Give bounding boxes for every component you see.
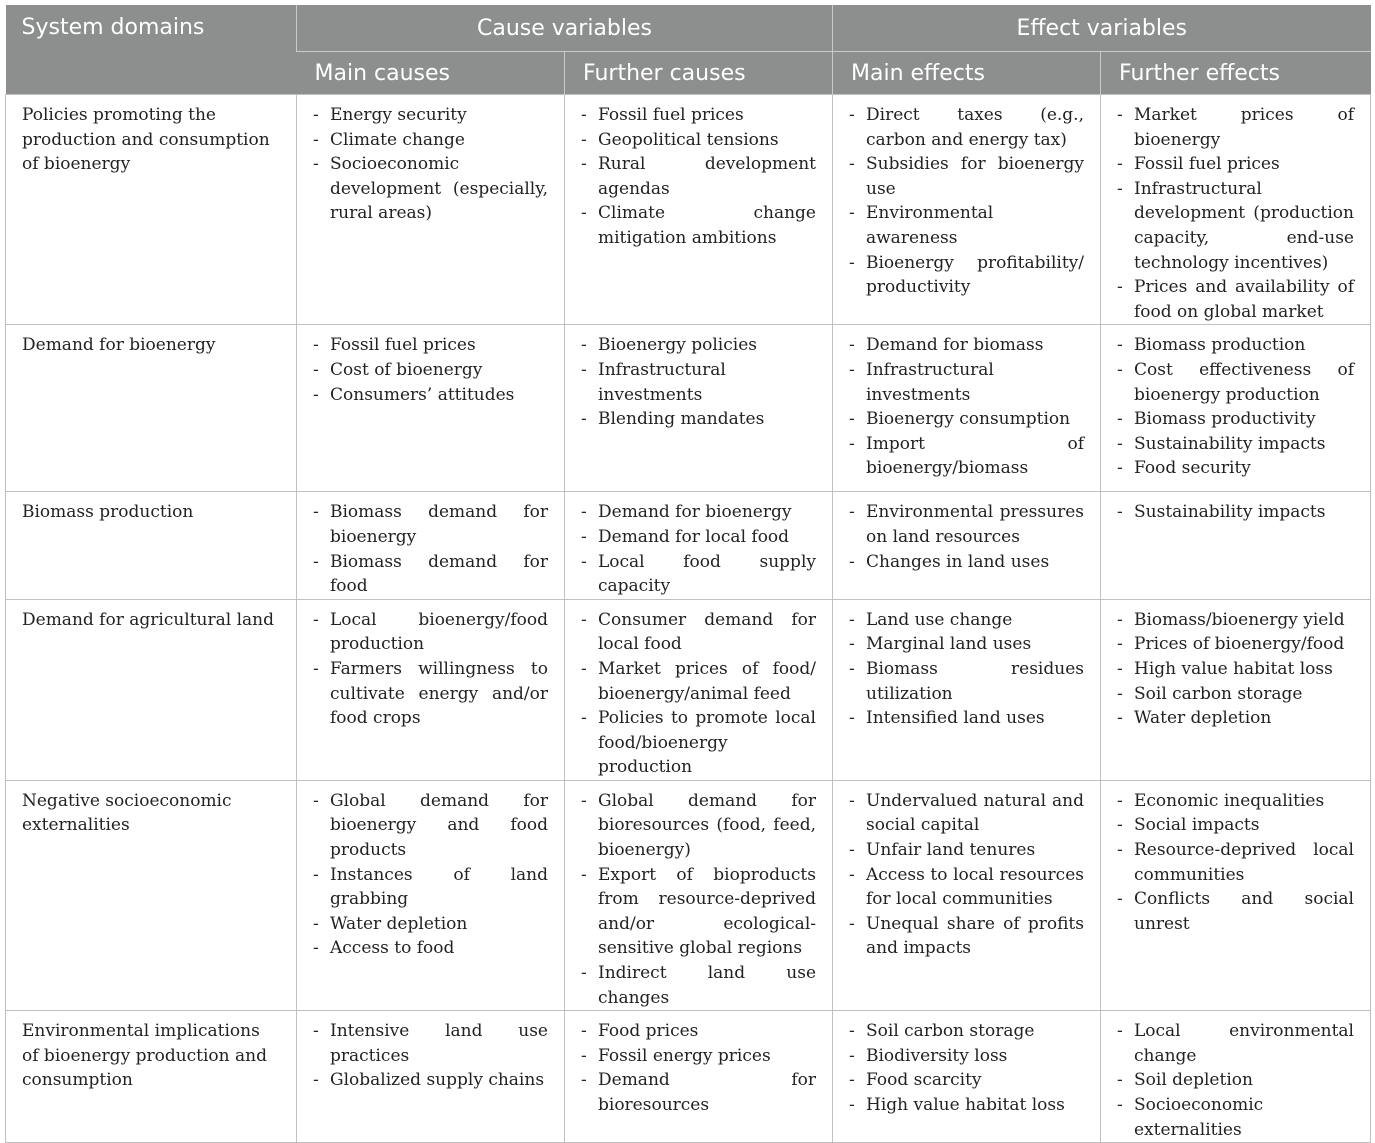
table-row: [6, 780, 1371, 1010]
list-item: - Subsidies for bioenergy use: [849, 152, 1084, 201]
header-system-domains: System domains: [6, 5, 297, 95]
main-effects-cell: [833, 95, 1101, 325]
list-item: - Biomass/bioenergy yield: [1117, 608, 1354, 633]
list-item: - Farmers willingness to cultivate energy and/or food crops: [313, 657, 548, 731]
bullet-list: [1117, 789, 1354, 937]
list-item: - Consumers’ attitudes: [313, 383, 548, 408]
list-item: - High value habitat loss: [1117, 657, 1354, 682]
list-item: - Social impacts: [1117, 813, 1354, 838]
list-item: - Demand for biomass: [849, 333, 1084, 358]
further-effects-cell: [1101, 492, 1371, 599]
list-item: - Fossil energy prices: [581, 1044, 816, 1069]
list-item: - Intensified land uses: [849, 706, 1084, 731]
further-effects-cell: [1101, 780, 1371, 1010]
bullet-list: [849, 789, 1084, 961]
list-item: - Biomass residues utilization: [849, 657, 1084, 706]
list-item: - Fossil fuel prices: [313, 333, 548, 358]
list-item: - Food scarcity: [849, 1068, 1084, 1093]
list-item: - Global demand for bioenergy and food products: [313, 789, 548, 863]
list-item: - Export of bioproducts from resource-deprived and/or ecological-sensitive global regions: [581, 863, 816, 961]
list-item: - Demand for bioresources: [581, 1068, 816, 1117]
list-item: - Water depletion: [1117, 706, 1354, 731]
list-item: - Undervalued natural and social capital: [849, 789, 1084, 838]
list-item: - Access to food: [313, 936, 548, 961]
main-effects-cell: [833, 1011, 1101, 1143]
further-effects-cell: [1101, 95, 1371, 325]
bullet-list: [581, 1019, 816, 1117]
domain-cell: Demand for bioenergy: [6, 325, 297, 492]
header-further-causes: Further causes: [565, 52, 833, 95]
main-effects-cell: [833, 780, 1101, 1010]
list-item: - Conflicts and social unrest: [1117, 887, 1354, 936]
list-item: - Instances of land grabbing: [313, 863, 548, 912]
main-causes-cell: [297, 1011, 565, 1143]
list-item: - Bioenergy policies: [581, 333, 816, 358]
list-item: - Blending mandates: [581, 407, 816, 432]
list-item: - Direct taxes (e.g., carbon and energy tax): [849, 103, 1084, 152]
header-effect-variables: Effect variables: [833, 5, 1371, 52]
header-cause-variables: Cause variables: [297, 5, 833, 52]
bullet-list: [1117, 103, 1354, 324]
list-item: - Local environmental change: [1117, 1019, 1354, 1068]
further-causes-cell: [565, 95, 833, 325]
table-row: [6, 492, 1371, 599]
list-item: - Climate change: [313, 128, 548, 153]
bullet-list: [313, 1019, 548, 1093]
header-further-effects: Further effects: [1101, 52, 1371, 95]
list-item: - Market prices of food/ bioenergy/animal feed: [581, 657, 816, 706]
list-item: - Biodiversity loss: [849, 1044, 1084, 1069]
list-item: - Fossil fuel prices: [581, 103, 816, 128]
further-causes-cell: [565, 325, 833, 492]
main-causes-cell: [297, 325, 565, 492]
list-item: - Biomass productivity: [1117, 407, 1354, 432]
list-item: - Market prices of bioenergy: [1117, 103, 1354, 152]
bullet-list: [581, 500, 816, 598]
bullet-list: [1117, 1019, 1354, 1142]
table-row: [6, 95, 1371, 325]
list-item: - Energy security: [313, 103, 548, 128]
list-item: - Food security: [1117, 456, 1354, 481]
further-effects-cell: [1101, 325, 1371, 492]
list-item: - Bioenergy consumption: [849, 407, 1084, 432]
table-row: [6, 599, 1371, 780]
domain-cell: Policies promoting the production and consumption of bioenergy: [6, 95, 297, 325]
list-item: - Sustainability impacts: [1117, 432, 1354, 457]
main-effects-cell: [833, 492, 1101, 599]
list-item: - Sustainability impacts: [1117, 500, 1354, 525]
further-causes-cell: [565, 492, 833, 599]
further-effects-cell: [1101, 1011, 1371, 1143]
list-item: - Unequal share of profits and impacts: [849, 912, 1084, 961]
table-row: [6, 325, 1371, 492]
list-item: - Climate change mitigation ambitions: [581, 201, 816, 250]
domain-cell: Biomass production: [6, 492, 297, 599]
list-item: - Access to local resources for local communities: [849, 863, 1084, 912]
main-causes-cell: [297, 780, 565, 1010]
header-main-effects: Main effects: [833, 52, 1101, 95]
header-main-causes: Main causes: [297, 52, 565, 95]
bullet-list: [1117, 500, 1354, 525]
list-item: - Marginal land uses: [849, 632, 1084, 657]
further-causes-cell: [565, 1011, 833, 1143]
list-item: - Consumer demand for local food: [581, 608, 816, 657]
main-causes-cell: [297, 95, 565, 325]
list-item: - Local food supply capacity: [581, 550, 816, 599]
list-item: - Socioeconomic development (especially, rural areas): [313, 152, 548, 226]
main-causes-cell: [297, 599, 565, 780]
bullet-list: [849, 1019, 1084, 1117]
list-item: - Prices and availability of food on global market: [1117, 275, 1354, 324]
bullet-list: [1117, 333, 1354, 481]
further-causes-cell: [565, 780, 833, 1010]
list-item: - Local bioenergy/food production: [313, 608, 548, 657]
table-row: [6, 1011, 1371, 1143]
bullet-list: [313, 789, 548, 961]
bullet-list: [313, 500, 548, 598]
bullet-list: [581, 789, 816, 1010]
bullet-list: [313, 333, 548, 407]
bullet-list: [849, 103, 1084, 300]
list-item: - Resource-deprived local communities: [1117, 838, 1354, 887]
bullet-list: [313, 103, 548, 226]
list-item: - Land use change: [849, 608, 1084, 633]
list-item: - Soil depletion: [1117, 1068, 1354, 1093]
bullet-list: [581, 333, 816, 431]
list-item: - Demand for bioenergy: [581, 500, 816, 525]
table-header: [6, 5, 1371, 95]
list-item: - Water depletion: [313, 912, 548, 937]
main-causes-cell: [297, 492, 565, 599]
bullet-list: [849, 500, 1084, 574]
domain-cell: Negative socioeconomic externalities: [6, 780, 297, 1010]
list-item: - Rural development agendas: [581, 152, 816, 201]
list-item: - Socioeconomic externalities: [1117, 1093, 1354, 1142]
list-item: - Economic inequalities: [1117, 789, 1354, 814]
list-item: - Biomass production: [1117, 333, 1354, 358]
list-item: - Infrastructural investments: [849, 358, 1084, 407]
list-item: - Global demand for bioresources (food, feed, bioenergy): [581, 789, 816, 863]
list-item: - Prices of bioenergy/food: [1117, 632, 1354, 657]
list-item: - Geopolitical tensions: [581, 128, 816, 153]
list-item: - Demand for local food: [581, 525, 816, 550]
list-item: - Infrastructural investments: [581, 358, 816, 407]
bullet-list: [581, 103, 816, 251]
list-item: - Food prices: [581, 1019, 816, 1044]
bullet-list: [849, 333, 1084, 481]
causal-variables-table: [5, 5, 1371, 1143]
list-item: - Globalized supply chains: [313, 1068, 548, 1093]
bullet-list: [1117, 608, 1354, 731]
main-effects-cell: [833, 599, 1101, 780]
list-item: - Unfair land tenures: [849, 838, 1084, 863]
list-item: - Import of bioenergy/biomass: [849, 432, 1084, 481]
bullet-list: [581, 608, 816, 780]
further-effects-cell: [1101, 599, 1371, 780]
list-item: - Cost of bioenergy: [313, 358, 548, 383]
list-item: - Soil carbon storage: [849, 1019, 1084, 1044]
list-item: - Environmental pressures on land resources: [849, 500, 1084, 549]
table-body: [6, 95, 1371, 1143]
domain-cell: Environmental implications of bioenergy production and consumption: [6, 1011, 297, 1143]
list-item: - High value habitat loss: [849, 1093, 1084, 1118]
list-item: - Biomass demand for food: [313, 550, 548, 599]
list-item: - Biomass demand for bioenergy: [313, 500, 548, 549]
further-causes-cell: [565, 599, 833, 780]
bullet-list: [849, 608, 1084, 731]
bullet-list: [313, 608, 548, 731]
list-item: - Policies to promote local food/bioenergy production: [581, 706, 816, 780]
domain-cell: Demand for agricultural land: [6, 599, 297, 780]
list-item: - Changes in land uses: [849, 550, 1084, 575]
list-item: - Fossil fuel prices: [1117, 152, 1354, 177]
list-item: - Bioenergy profitability/ productivity: [849, 251, 1084, 300]
list-item: - Environmental awareness: [849, 201, 1084, 250]
list-item: - Intensive land use practices: [313, 1019, 548, 1068]
list-item: - Indirect land use changes: [581, 961, 816, 1010]
list-item: - Infrastructural development (production capacity, end-use technology incentives): [1117, 177, 1354, 275]
main-effects-cell: [833, 325, 1101, 492]
list-item: - Cost effectiveness of bioenergy production: [1117, 358, 1354, 407]
list-item: - Soil carbon storage: [1117, 682, 1354, 707]
